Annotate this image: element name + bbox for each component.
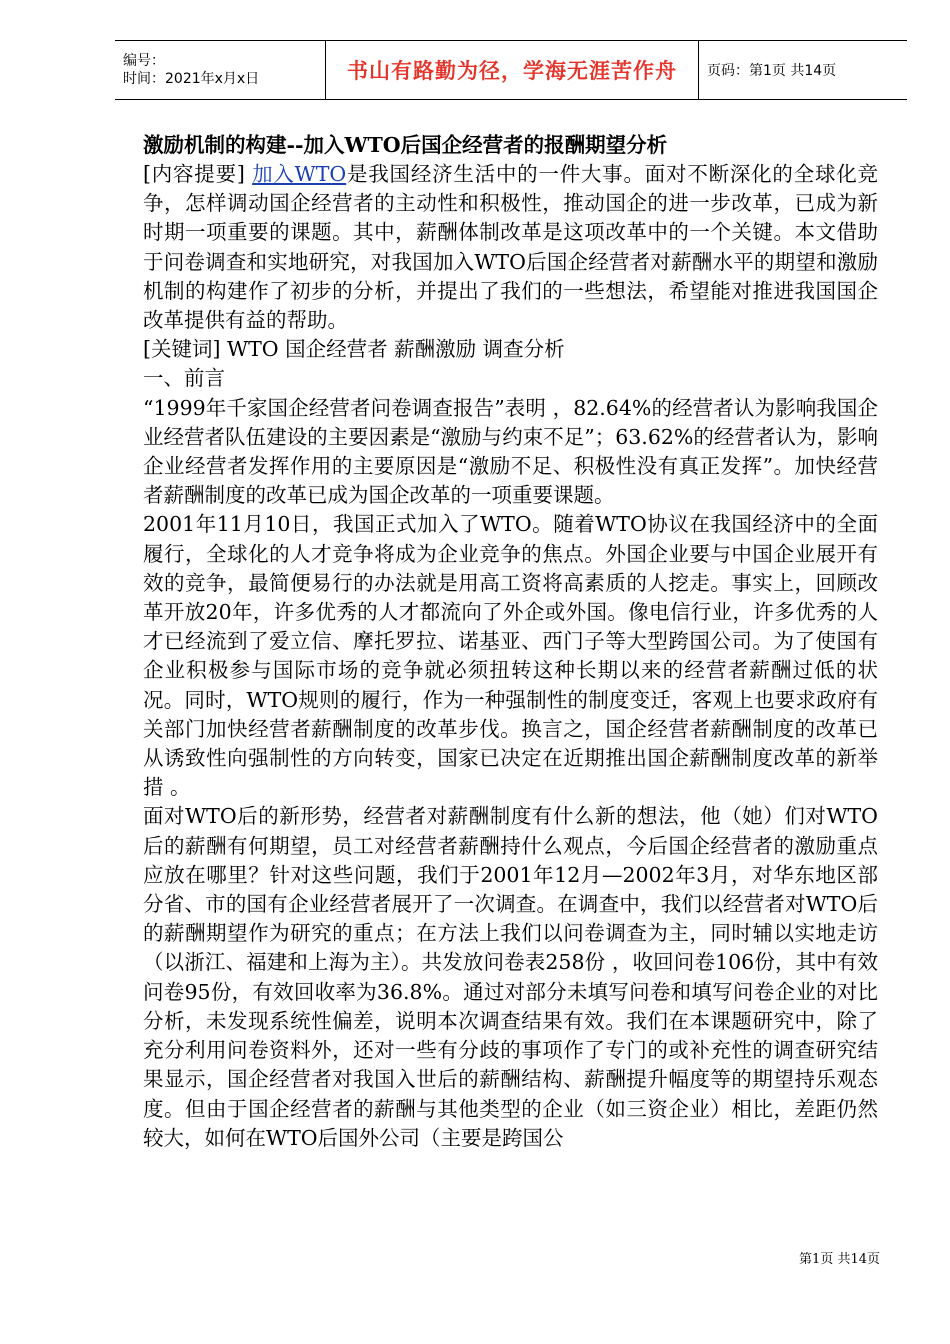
- wto-link[interactable]: 加入WTO: [252, 162, 347, 186]
- document-body: [143, 130, 878, 1153]
- abstract: [143, 160, 878, 335]
- header-page-label: 页码：第1页 共14页: [699, 41, 908, 100]
- number-label: 编号：: [123, 53, 165, 69]
- abstract-text: 是我国经济生活中的一件大事。面对不断深化的全球化竞争，怎样调动国企经营者的主动性和积极性，推动国企的进一步改革，已成为新时期一项重要的课题。其中，薪酬体制改革是这项改革中的一个关键。本文借助于问卷调查和实地研究，对我国加入WTO后国企经营者对薪酬水平的期望和激励机制的构建作了初步的分析，并提出了我们的一些想法，希望能对推进我国国企改革提供有益的帮助。: [143, 162, 878, 333]
- keywords: [关键词] WTO 国企经营者 薪酬激励 调查分析: [143, 337, 565, 362]
- abstract-prefix: [内容提要]: [143, 162, 253, 186]
- section-heading: 一、前言: [143, 366, 225, 391]
- paragraph: 面对WTO后的新形势，经营者对薪酬制度有什么新的想法，他（她）们对WTO后的薪酬有何期望，员工对经营者薪酬持什么观点，今后国企经营者的激励重点应放在哪里？针对这些问题，我们于2001年12月—2002年3月，对华东地区部分省、市的国有企业经营者展开了一次调查。在调查中，我们以经营者对WTO后的薪酬期望作为研究的重点；在方法上我们以问卷调查为主，同时辅以实地走访（以浙江、福建和上海为主）。共发放问卷表258份 ，收回问卷106份，其中有效问卷95份，有效回收率为36.8%。通过对部分未填写问卷和填写问卷企业的对比分析，未发现系统性偏差，说明本次调查结果有效。我们在本课题研究中，除了充分利用问卷资料外，还对一些有分歧的事项作了专门的或补充性的调查研究结果显示，国企经营者对我国入世后的薪酬结构、薪酬提升幅度等的期望持乐观态度。但由于国企经营者的薪酬与其他类型的企业（如三资企业）相比，差距仍然较大，如何在WTO后国外公司（主要是跨国公: [143, 804, 878, 1150]
- header-motto: 书山有路勤为径，学海无涯苦作舟: [326, 41, 699, 100]
- header-meta-cell: [115, 41, 326, 100]
- article-title: 激励机制的构建--加入WTO后国企经营者的报酬期望分析: [143, 133, 668, 157]
- paragraph: “1999年千家国企经营者问卷调查报告”表明 ，82.64%的经营者认为影响我国企业经营者队伍建设的主要因素是“激励与约束不足”；63.62%的经营者认为，影响企业经营者发挥作用的主要原因是“激励不足、积极性没有真正发挥”。加快经营者薪酬制度的改革已成为国企改革的一项重要课题。: [143, 395, 878, 508]
- page-footer: 第1页 共14页: [799, 1252, 880, 1267]
- page-header: [115, 40, 907, 100]
- paragraph: 2001年11月10日，我国正式加入了WTO。随着WTO协议在我国经济中的全面履行，全球化的人才竞争将成为企业竞争的焦点。外国企业要与中国企业展开有效的竞争，最简便易行的办法就是用高工资将高素质的人挖走。事实上，回顾改革开放20年，许多优秀的人才都流向了外企或外国。像电信行业，许多优秀的人才已经流到了爱立信、摩托罗拉、诺基亚、西门子等大型跨国公司。为了使国有企业积极参与国际市场的竞争就必须扭转这种长期以来的经营者薪酬过低的状况。同时，WTO规则的履行，作为一种强制性的制度变迁，客观上也要求政府有关部门加快经营者薪酬制度的改革步伐。换言之，国企经营者薪酬制度的改革已从诱致性向强制性的方向转变，国家已决定在近期推出国企薪酬制度改革的新举措 。: [143, 512, 878, 800]
- time-label: 时间：2021年x月x日: [123, 71, 260, 87]
